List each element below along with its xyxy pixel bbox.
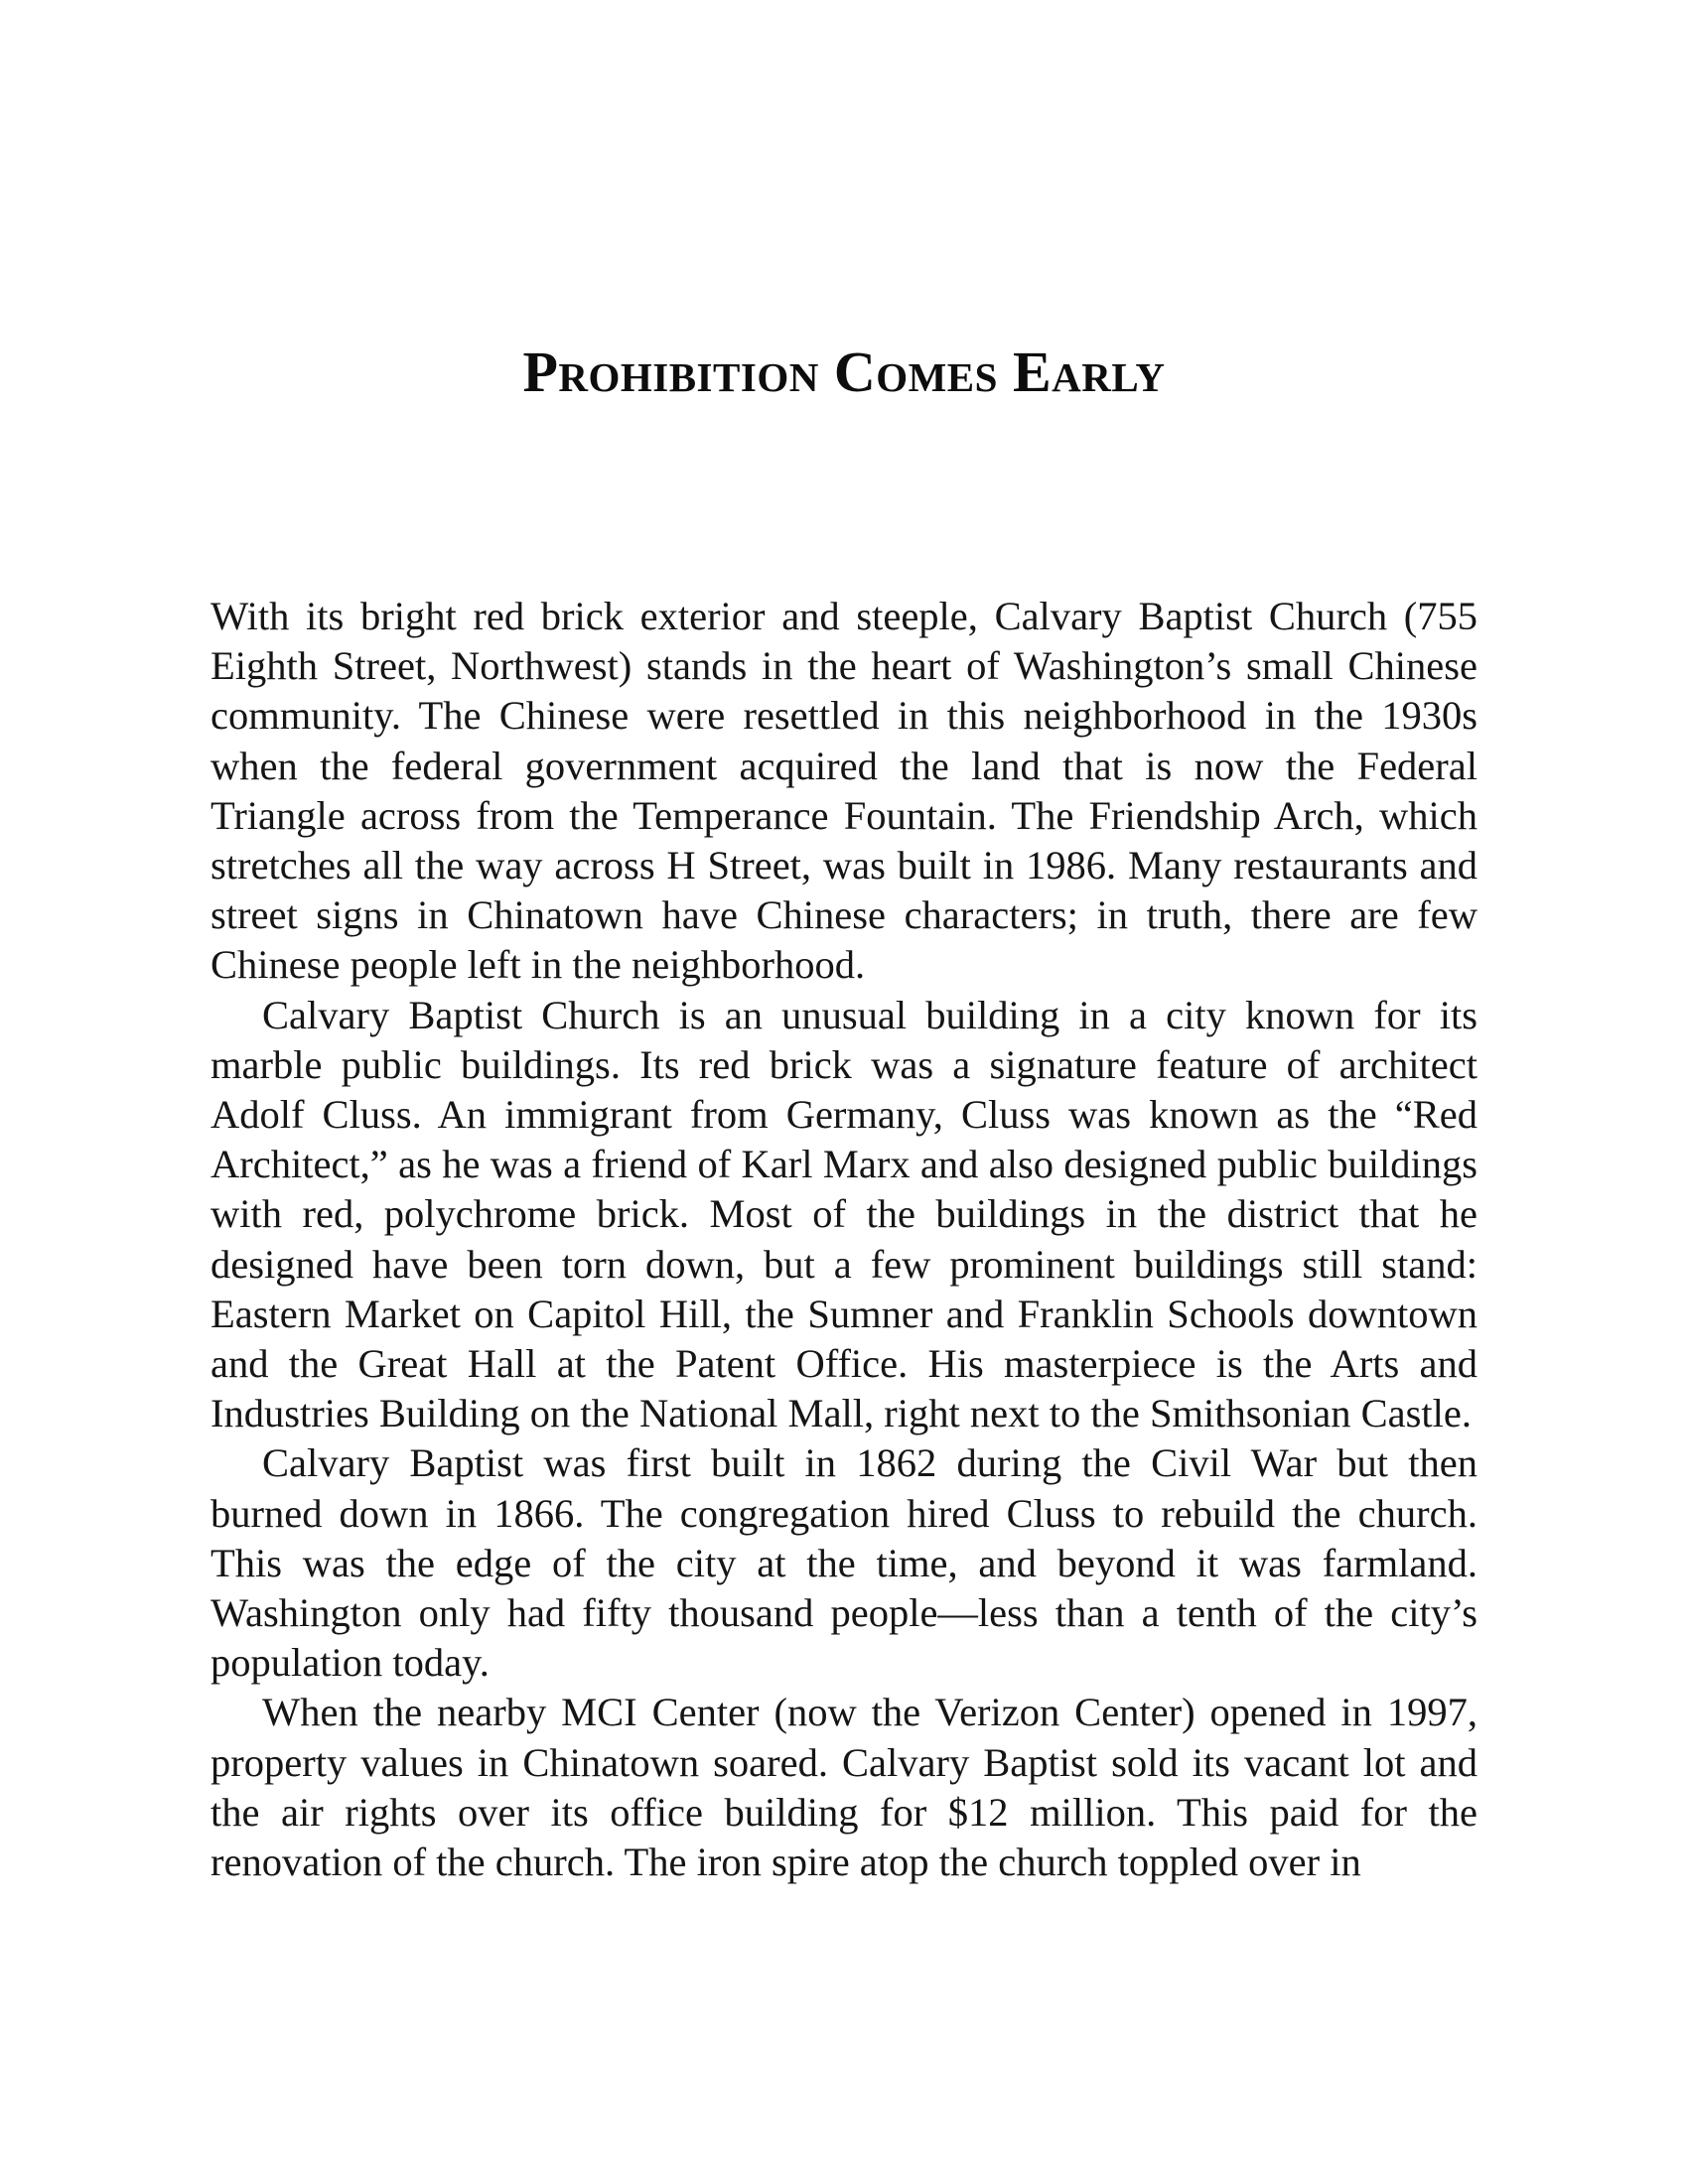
chapter-title: Prohibition Comes Early bbox=[522, 340, 1166, 404]
paragraph-2: Calvary Baptist Church is an unusual building in a city known for its marble public buildings. Its red brick was a signature feature of architect Adolf Cluss. An immigrant from Germany, Cluss was known as the “Red Architect,” as he was a friend of Karl Marx and also designed public buildings with red, polychrome brick. Most of the buildings in the district that he designed have been torn down, but a few prominent buildings still stand: Eastern Market on Capitol Hill, the Sumner and Franklin Schools downtown and the Great Hall at the Patent Office. His masterpiece is the Arts and Industries Building on the National Mall, right next to the Smithsonian Castle. bbox=[211, 992, 1477, 1436]
paragraph-4: When the nearby MCI Center (now the Verizon Center) opened in 1997, property values in Chinatown soared. Calvary Baptist sold its vacant lot and the air rights over its office building for $12 million. This paid for the renovation of the church. The iron spire atop the church toppled over in bbox=[211, 1690, 1477, 1885]
paragraph-3: Calvary Baptist was first built in 1862 during the Civil War but then burned down in 1866. The congregation hired Cluss to rebuild the church. This was the edge of the city at the time, and beyond it was farmland. Washington only had fifty thousand people—less than a tenth of the city’s population today. bbox=[211, 1440, 1477, 1686]
paragraph-1: With its bright red brick exterior and steeple, Calvary Baptist Church (755 Eighth Street, Northwest) stands in the heart of Washington’s small Chinese community. The Chinese were resettled in this neighborhood in the 1930s when the federal government acquired the land that is now the Federal Triangle across from the Temperance Fountain. The Friendship Arch, which stretches all the way across H Street, was built in 1986. Many restaurants and street signs in Chinatown have Chinese characters; in truth, there are few Chinese people left in the neighborhood. bbox=[211, 594, 1477, 988]
body-text bbox=[211, 592, 1477, 1887]
